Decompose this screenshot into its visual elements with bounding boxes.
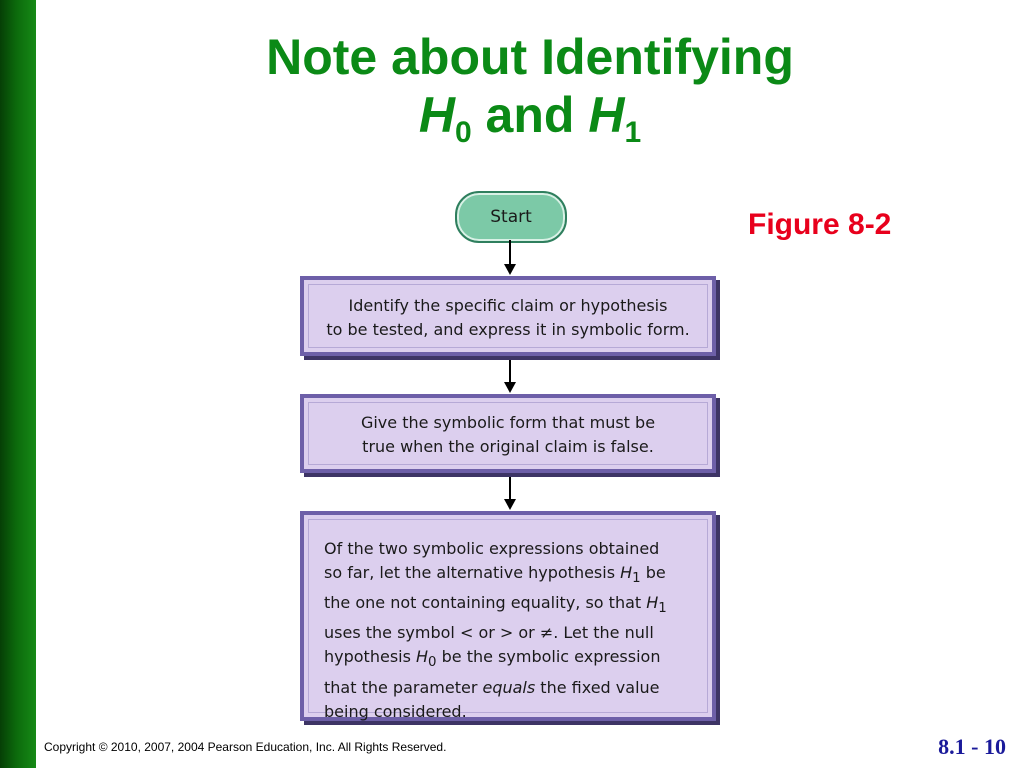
step-3-line-7: being considered. <box>324 701 467 721</box>
step-3-line-2-text: so far, let the alternative hypothesis <box>324 563 621 582</box>
step-3-line-5-end: be the symbolic expression <box>436 647 661 667</box>
flow-arrow-1 <box>502 240 518 276</box>
title-line-2 <box>36 86 1024 149</box>
flow-step-3 <box>300 511 716 721</box>
step-1-line-1: Identify the specific claim or hypothesis <box>348 296 668 315</box>
step-3-line-1: Of the two symbolic expressions obtained <box>324 539 660 558</box>
step-2-line-2: true when the original claim is false. <box>362 437 654 456</box>
step-3-equals-emphasis: equals <box>482 677 536 697</box>
title-h0-subscript: 0 <box>454 116 472 149</box>
flow-arrow-3 <box>502 477 518 511</box>
slide-title <box>36 28 1024 149</box>
step-3-h1-letter: H <box>620 563 633 582</box>
title-line-1: Note about Identifying <box>266 29 794 85</box>
step-3-h1-subscript: 1 <box>632 571 641 587</box>
step-3-h1-letter-2: H <box>646 593 659 613</box>
step-3-h0-letter: H <box>416 647 429 667</box>
step-3-line-6-text: that the parameter <box>324 677 483 697</box>
step-3-h0-subscript: 0 <box>428 655 437 671</box>
step-2-line-1: Give the symbolic form that must be <box>360 413 656 432</box>
step-3-line-6-end: the fixed value <box>535 677 660 697</box>
step-3-line-2-end: be <box>640 563 666 582</box>
title-h0-letter: H <box>418 87 455 143</box>
slide-number: 8.1 - 10 <box>938 734 1006 759</box>
title-and-text: and <box>471 87 589 143</box>
flow-step-2 <box>300 394 716 473</box>
copyright-notice: Copyright © 2010, 2007, 2004 Pearson Education, Inc. All Rights Reserved. <box>44 740 447 754</box>
flow-start-node <box>455 191 567 243</box>
step-1-line-2: to be tested, and express it in symbolic form. <box>326 320 690 339</box>
flow-step-1 <box>300 276 716 356</box>
step-3-line-3 <box>324 591 702 621</box>
title-h1-letter: H <box>588 87 625 143</box>
step-3-line-2 <box>324 561 702 591</box>
step-3-h1-subscript-2: 1 <box>658 601 667 617</box>
step-3-line-4: uses the symbol < or > or ≠. Let the null <box>324 623 654 643</box>
step-3-line-6 <box>324 676 702 700</box>
step-3-line-3-text: the one not containing equality, so that <box>324 593 647 613</box>
green-sidebar-bar <box>0 0 36 768</box>
step-3-line-5-text: hypothesis <box>324 647 417 667</box>
flow-start-label: Start <box>490 207 532 227</box>
title-h1-subscript: 1 <box>624 116 642 149</box>
step-3-line-5 <box>324 645 702 675</box>
flow-arrow-2 <box>502 360 518 394</box>
figure-label: Figure 8-2 <box>748 208 892 241</box>
